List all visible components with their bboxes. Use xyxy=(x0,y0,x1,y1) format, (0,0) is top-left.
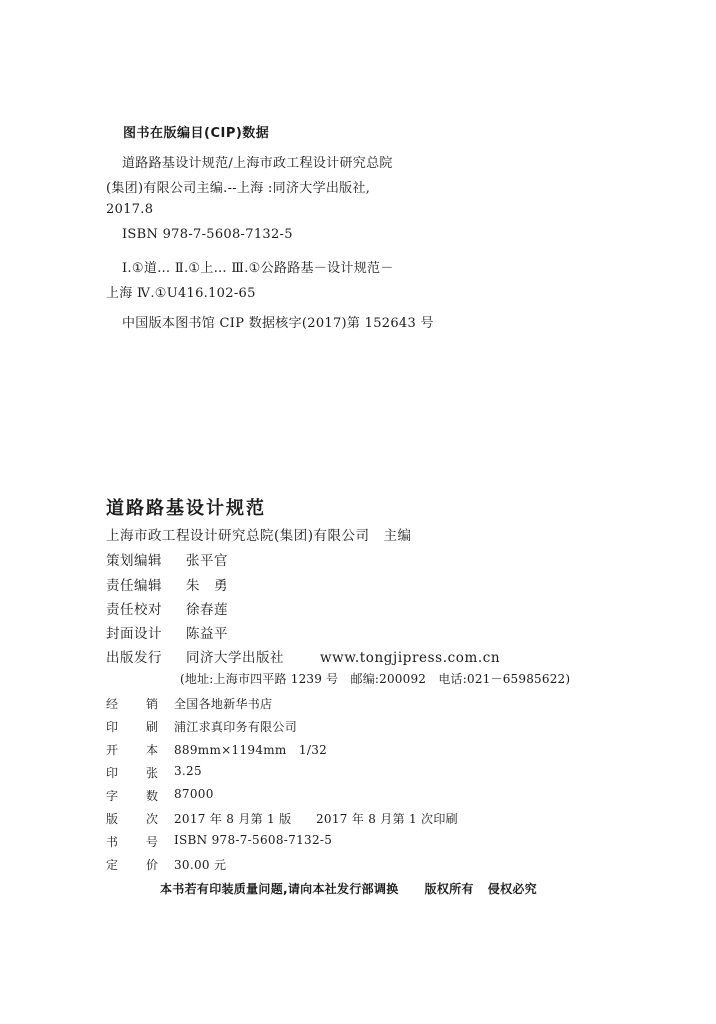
spec-value: 3.25 xyxy=(174,764,202,778)
copyright-notice xyxy=(160,880,537,897)
spec-key-char: 价 xyxy=(146,858,159,872)
spec-key-char: 开 xyxy=(106,743,119,757)
role-value: 陈益平 xyxy=(186,626,228,642)
spec-key-char: 号 xyxy=(146,835,159,849)
spec-value: 30.00 元 xyxy=(174,858,227,872)
role-row-proofreader xyxy=(106,598,228,618)
cip-line-isbn: ISBN 978-7-5608-7132-5 xyxy=(122,227,293,242)
role-value: 朱 勇 xyxy=(186,578,228,594)
editor-line: 上海市政工程设计研究总院(集团)有限公司 主编 xyxy=(106,528,412,544)
spec-key-char: 刷 xyxy=(146,720,159,734)
cip-line-classification-cont: 上海 Ⅳ.①U416.102-65 xyxy=(106,286,256,301)
role-value: 徐春莲 xyxy=(186,602,228,618)
spec-key-char: 经 xyxy=(106,697,119,711)
spec-key-char: 销 xyxy=(146,697,159,711)
cip-line-2: (集团)有限公司主编.--上海 :同济大学出版社, xyxy=(106,181,371,196)
role-label: 责任校对 xyxy=(106,602,162,618)
spec-key-char: 书 xyxy=(106,835,119,849)
role-row-planning-editor xyxy=(106,549,228,569)
spec-value: 2017 年 8 月第 1 版 2017 年 8 月第 1 次印刷 xyxy=(174,812,458,826)
spec-value: 全国各地新华书店 xyxy=(174,697,273,711)
role-label: 封面设计 xyxy=(106,626,162,642)
role-label: 责任编辑 xyxy=(106,578,162,594)
role-label: 策划编辑 xyxy=(106,553,162,569)
spec-key-char: 张 xyxy=(146,766,159,780)
book-title: 道路路基设计规范 xyxy=(106,498,266,519)
notice-infringement: 侵权必究 xyxy=(487,882,537,896)
role-row-cover-design xyxy=(106,622,228,642)
publisher-address: (地址:上海市四平路 1239 号 邮编:200092 电话:021－65985622) xyxy=(180,672,571,686)
role-value: 同济大学出版社 xyxy=(186,650,284,666)
role-value: 张平官 xyxy=(186,553,228,569)
notice-quality: 本书若有印装质量问题,请向本社发行部调换 xyxy=(160,882,399,896)
spec-value: ISBN 978-7-5608-7132-5 xyxy=(174,833,333,847)
spec-key-char: 印 xyxy=(106,720,119,734)
spec-key-char: 定 xyxy=(106,858,119,872)
spec-key-char: 版 xyxy=(106,812,119,826)
cip-heading: 图书在版编目(CIP)数据 xyxy=(123,126,270,141)
spec-value: 87000 xyxy=(174,787,214,801)
spec-value: 浦江求真印务有限公司 xyxy=(174,720,298,734)
spec-key-char: 本 xyxy=(146,743,159,757)
role-row-publisher xyxy=(106,646,500,666)
notice-rights-reserved: 版权所有 xyxy=(424,882,474,896)
spec-key-char: 字 xyxy=(106,789,119,803)
spec-key-char: 数 xyxy=(146,789,159,803)
spec-value: 889mm×1194mm 1/32 xyxy=(174,743,328,757)
spec-key-char: 次 xyxy=(146,812,159,826)
role-label: 出版发行 xyxy=(106,650,162,666)
cip-line-classification: Ⅰ.①道… Ⅱ.①上… Ⅲ.①公路路基－设计规范－ xyxy=(122,261,394,276)
cip-line-3: 2017.8 xyxy=(106,202,154,217)
cip-line-record-number: 中国版本图书馆 CIP 数据核字(2017)第 152643 号 xyxy=(122,316,434,331)
cip-line-1: 道路路基设计规范/上海市政工程设计研究总院 xyxy=(122,156,393,171)
spec-key-char: 印 xyxy=(106,766,119,780)
publisher-website: www.tongjipress.com.cn xyxy=(320,650,501,666)
role-row-responsible-editor xyxy=(106,574,228,594)
